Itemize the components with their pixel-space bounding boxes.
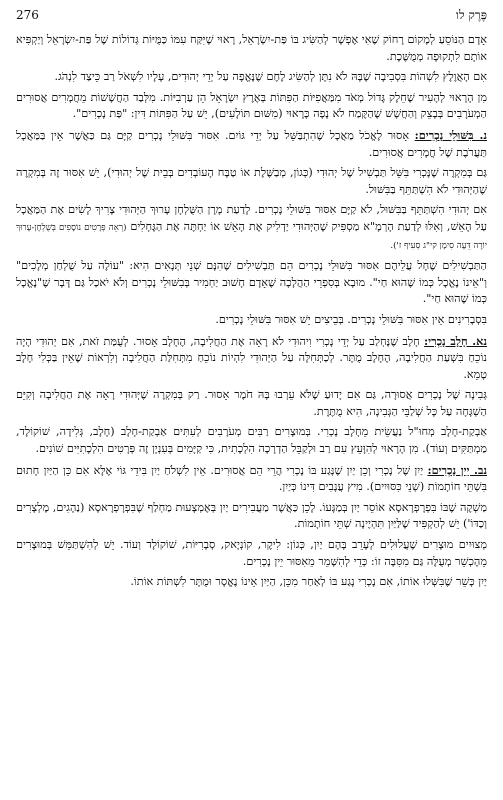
paragraph-text: אָדָם הַנּוֹסֵעַ לְמָקוֹם רָחוֹק שֶׁאִי אֶפְשָׁר לְהַשִּׂיג בּוֹ פַּת-יִשְׂרָאֵל, רָאוּי שֶׁיִּקַּח עִמּוֹ כַּמֻּיּוֹת גְּדוֹלוֹת שֶׁל פַּת-יִשְׂרָאֵל וְיַקְפִּיא אוֹתָם לִתְקוּפָה מְמֻשֶּׁכֶת. (16, 33, 487, 63)
paragraph (16, 424, 487, 457)
paragraph-text: יַיִן כָּשֵׁר שֶׁבִּשְּׁלוּ אוֹתוֹ, אִם נָכְרִי נָגַע בּוֹ לְאַחַר מִכֵּן, הַיַּיִן אֵינוֹ נֶאֱסָר וּמֻתָּר לִשְׁתּוֹת אוֹתוֹ. (130, 575, 487, 589)
paragraph-text: גְּבִינָה שֶׁל נָכְרִים אֲסוּרָה, גַּם אִם יָדוּעַ שֶׁלֹּא עֵרְבוּ בָּהּ חֹמֶר אָסוּר. רַק בְּמִקְרֶה שֶׁיְּהוּדִי רָאָה אֶת הַחֲלִיבָה וְקִיֵּם הַשְׁגָּחָה עַל כָּל שְׁלַבֵּי הַגְּבִינָה, הִיא מֻתֶּרֶת. (16, 388, 487, 418)
paragraph-text: אִם הָאֲוֶלֶץ לִשְׁהוֹת בִּסְבִיבָה שֶׁבָּהּ לֹא נִתָּן לְהַשִּׂיג לֶחֶם שֶׁנֶּאֱפָה עַל יְדֵי יְהוּדִים, עָלָיו לִשְׁאֹל רַב כֵּיצַד לִנְהֹג. (54, 70, 487, 84)
paragraph-text: אָסוּר לֶאֱכֹל מַאֲכָל שֶׁהִתְבַּשֵּׁל עַל יְדֵי גּוֹיִם. אִסּוּר בִּשּׁוּלֵי נָכְרִים קַיָּם גַּם כַּאֲשֶׁר אֵין בַּמַּאֲכָל תַּעֲרֹבֶת שֶׁל חֳמָרִים אֲסוּרִים. (16, 128, 487, 159)
section-heading: נב. יֵין נָכְרִים: (427, 462, 487, 477)
paragraph-text: חָלָב שֶׁנֶּחְלַב עַל יְדֵי נָכְרִי וִיהוּדִי לֹא רָאָה אֶת הַחֲלִיבָה, הֶחָלָב אָסוּר. לְעֻמַּת זֹאת, אִם יְהוּדִי הָיָה נוֹכֵחַ בִּשְׁעַת הַחֲלִיבָה, הֶחָלָב מֻתָּר. לְכַתְּחִלָּה עַל הַיְּהוּדִי לִהְיוֹת נוֹכֵחַ מִתְּחִלַּת הַחֲלִיבָה וְלִרְאוֹת שֶׁאֵין בַּכְּלִי חָלָב טָמֵא. (16, 334, 487, 381)
page-number: 276 (16, 8, 39, 22)
paragraph (16, 333, 487, 384)
paragraph-text: אִם יְהוּדִי הִשְׁתַּתֵּף בַּבִּשּׁוּל, לֹא קַיָּם אִסּוּר בִּשּׁוּלֵי נָכְרִים. לָדַעַת מָרָן הַשֻּׁלְחָן עָרוּךְ הַיְּהוּדִי צָרִיךְ לָשִׂים אֶת הַמַּאֲכָל עַל הָאֵשׁ, וְאִלּוּ לְדַעַת הָרְמָ"א מַסְפִּיק שֶׁהַיְּהוּדִי יַדְלִיק אֶת הָאֵשׁ אוֹ יַחְתֶּה אֶת הַגֶּחָלִים (16, 203, 487, 233)
chapter-title: פֶּרֶק לו (455, 8, 487, 22)
paragraph-text: הַתַּבְשִׁילִים שֶׁחָל עֲלֵיהֶם אִסּוּר בִּשּׁוּלֵי נָכְרִים הֵם תַּבְשִׁילִים שֶׁהִנָּם שְׁנֵי תְּנָאִים הִיא: "עוֹלֶה עַל שֻׁלְחַן מְלָכִים" וְ"אֵינוֹ נֶאֱכָל כְּמוֹ שֶׁהוּא חַי". מוּבָא בְּסִפְרֵי הַהֲלָכָה שֶׁאָדָם חָשׁוּב יַחְמִיר בְּבִשּׁוּלֵי נָכְרִים וְלֹא יֹאכַל גַּם דָּבָר שֶׁ"נֶאֱכָל כְּמוֹ שֶׁהוּא חַי". (16, 259, 487, 306)
page-header (16, 8, 487, 26)
paragraph (16, 32, 487, 65)
paragraph-text: מְצוּיִים מוּצָרִים שֶׁעֲלוּלִים לְעָרֵב בָּהֶם יַיִן, כְּגוֹן: לִיקֶר, קוֹנְיָאק, סְבָרִיּוֹת, שׁוֹקוֹלָד וְעוֹד. יֵשׁ לְהִשְׁתַּמֵּשׁ בְּמוּצָרִים מֵהֶכְשֵׁר מְעֻלֶּה גַּם מִסִּבָּה זוֹ: כְּדֵי לְהִשָּׁמֵר מֵאִסּוּר יֵין נָכְרִים. (16, 538, 487, 568)
paragraph (16, 312, 487, 329)
paragraph (16, 90, 487, 123)
paragraph (16, 258, 487, 308)
paragraph-text: אַבְקַת-חָלָב מְחוּ"ל נַעֲשֵׂית מֵחָלָב נָכְרִי. בְּמוּצָרִים רַבִּים מְעֹרָבִים לְעִתִּים אַבְקַת-חָלָב (חָלָב, גְּלִידָה, שׁוֹקוֹלָד, מַמְתַּקִּים וְעוֹד). מִן הָרָאוּי לְהִוָּעֵץ עִם רַב וּלְקַבֵּל הַדְרָכָה הִלְכָתִית, כִּי קַיָּמִים בְּעִנְיָן זֶה פְּרָטִים הִלְכָתִיִּים שׁוֹנִים. (16, 425, 487, 456)
section-heading: נ. בִּשּׁוּלֵי נָכְרִים: (414, 127, 487, 142)
paragraph (16, 537, 487, 570)
paragraph (16, 574, 487, 591)
paragraph-text: בִּסְבָרִינִים אֵין אִסּוּר בִּשּׁוּלֵי נָכְרִים. בְּבֵיצִים יֵשׁ אִסּוּר בִּשּׁוּלֵי נָכְרִים. (215, 312, 487, 326)
paragraph (16, 69, 487, 86)
paragraph-text: מַשְׁקֶה שֶׁבּוֹ בִּפְרָפְרָאסָא אוֹסֵר יַיִן בְּמַגָּעוֹ. לָכֵן כַּאֲשֶׁר מַעֲבִירִים יַיִן בְּאֶמְצָעוּת מַחְלַף שֶׁבִּפְרָפְרָאסָא (נַהָגִים, מֶלְצָרִים וְכַדּוֹ') יֵשׁ לְהַקְפִּיד שֶׁלַּיַּיִן תִּהְיֶינָה שְׁתֵּי חוֹתָמוֹת. (16, 500, 487, 531)
paragraph (16, 387, 487, 420)
page-body (16, 32, 487, 591)
paragraph (16, 500, 487, 533)
source-note: (רְאֵה פְּרָטִים נוֹסָפִים בְּשֻׁלְחָן-עָרוּךְ יוֹרֶה דֵּעָה סִימָן קי"ג סְעִיף ז'). (16, 222, 487, 251)
paragraph (16, 127, 487, 161)
paragraph (16, 165, 487, 198)
paragraph (16, 462, 487, 496)
paragraph-text: יַיִן שֶׁל נָכְרִי וְכֵן יַיִן שֶׁנָּגַע בּוֹ נָכְרִי הֲרֵי הֵם אֲסוּרִים. אֵין לִשְׁלֹחַ יַיִן בִּידֵי גּוֹי אֶלָּא אִם כֵּן הַיַּיִן חָתוּם בִּשְׁתֵּי חוֹתָמוֹת (שְׁנֵי כִּסּוּיִים). מִיץ עֲנָבִים דִּינוֹ כְּיַיִן. (16, 463, 487, 494)
paragraph-text: מִן הָרָאוּי לְהָעִיר שֶׁחֵלֶק גָּדוֹל מְאֹד מִמַּאֲפִיּוֹת הַפִּתּוֹת בְּאֶרֶץ יִשְׂרָאֵל הֵן עַרְבִיּוֹת. מִלְּבַד הַחֲשָׁשׁוֹת מֵחֲמָרִים אֲסוּרִים הַמְעֹרָבִים בְּבָצֵק וְהַחֲשָׁשׁ שֶׁהַקֶּמַח לֹא נָפָה כָּרָאוּי (מִשּׁוּם תּוֹלָעִים), יֵשׁ עַל הַפִּתּוֹת דִּין: "פַּת נָכְרִים". (16, 90, 487, 121)
paragraph (16, 202, 487, 254)
paragraph-text: גַּם בְּמִקְרֶה שֶׁנָּכְרִי בִּשֵּׁל תַּבְשִׁיל שֶׁל יְהוּדִי (כְּגוֹן, מְבַשֶּׁלֶת אוֹ טַבָּח הָעוֹבְדִים בְּבֵית שֶׁל יְהוּדִי), יֵשׁ אִסּוּר זֶה בְּמִקְרֶה שֶׁהַיְּהוּדִי לֹא הִשְׁתַּתֵּף בַּבִּשּׁוּל. (16, 166, 487, 196)
section-heading: נא. חָלָב נָכְרִי: (424, 333, 487, 348)
